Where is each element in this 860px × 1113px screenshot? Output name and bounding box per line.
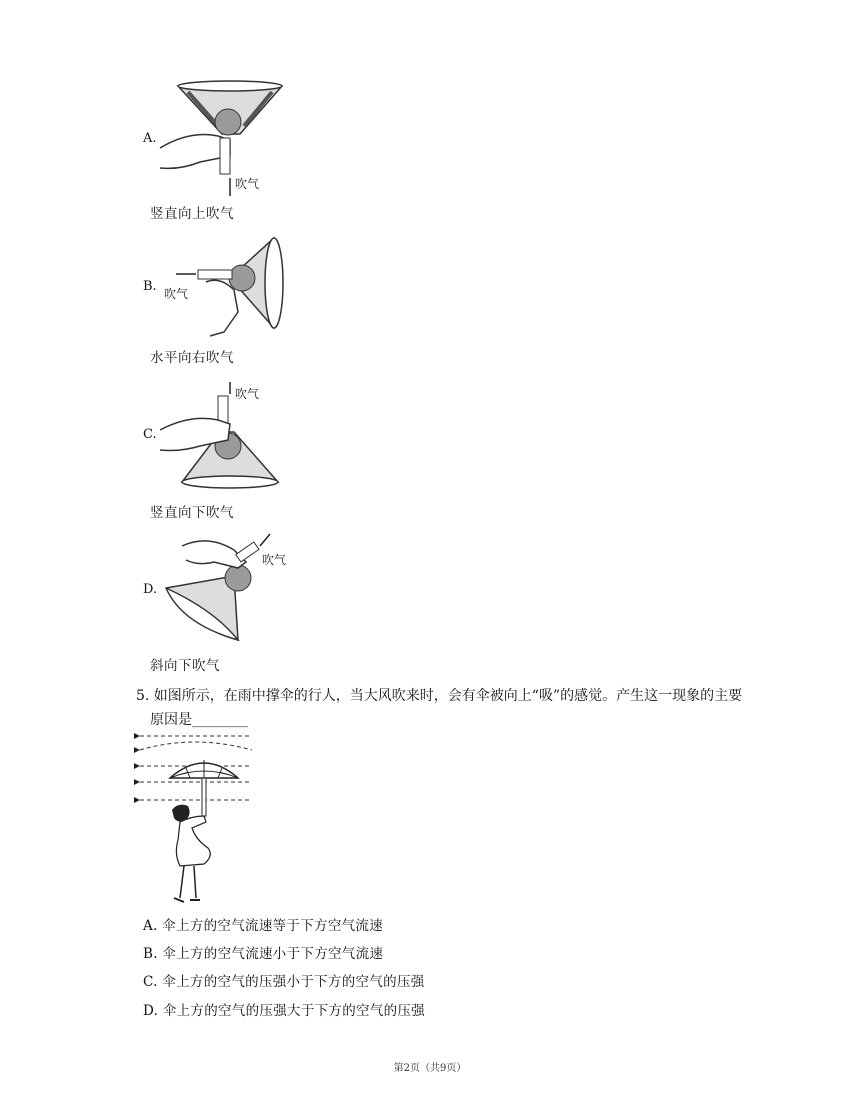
option-b-caption: 水平向右吹气 <box>150 350 234 366</box>
funnel-down-figure <box>160 380 285 495</box>
question-5-stem-line2: 原因是________ <box>150 712 248 728</box>
option-d-letter: D. <box>143 582 158 597</box>
page-footer: 第2页（共9页） <box>393 1063 467 1074</box>
choice-c: C. 伞上方的空气的压强小于下方的空气的压强 <box>143 974 425 990</box>
umbrella-wind-figure <box>134 730 259 908</box>
choice-d: D. 伞上方的空气的压强大于下方的空气的压强 <box>143 1003 426 1019</box>
option-c-caption: 竖直向下吹气 <box>150 505 234 521</box>
funnel-diagonal-figure <box>162 532 302 647</box>
option-b-letter: B. <box>143 279 157 294</box>
funnel-up-figure <box>160 78 285 198</box>
option-a-caption: 竖直向上吹气 <box>150 206 234 222</box>
fig-label-b: 吹气 <box>164 287 189 301</box>
option-c-letter: C. <box>143 427 157 442</box>
choice-b: B. 伞上方的空气流速小于下方空气流速 <box>143 946 384 962</box>
fig-label-d: 吹气 <box>262 553 287 567</box>
option-d-caption: 斜向下吹气 <box>150 658 220 674</box>
fig-label-a: 吹气 <box>235 177 260 191</box>
funnel-right-figure <box>162 232 287 337</box>
question-5-stem: 5. 如图所示，在雨中撑伞的行人，当大风吹来时，会有伞被向上“吸”的感觉。产生这一现象的主要 <box>136 688 743 704</box>
option-a-letter: A. <box>143 131 157 146</box>
choice-a: A. 伞上方的空气流速等于下方空气流速 <box>143 918 384 934</box>
fig-label-c: 吹气 <box>235 387 260 401</box>
